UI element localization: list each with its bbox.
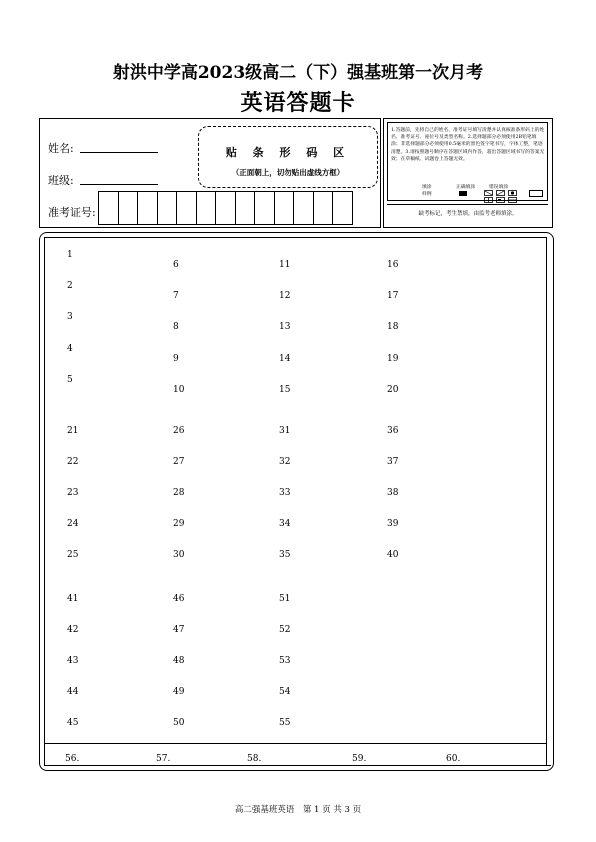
question-number: 41	[67, 594, 79, 604]
question-number: 10	[173, 385, 185, 395]
question-number: 28	[173, 488, 185, 498]
question-number: 43	[67, 656, 79, 666]
exam-number-label: 准考证号:	[48, 206, 96, 219]
question-number: 12	[279, 291, 291, 301]
exam-number-cell[interactable]	[176, 191, 197, 225]
question-number: 7	[173, 291, 179, 301]
exam-number-cell[interactable]	[313, 191, 334, 225]
question-number: 39	[387, 519, 399, 529]
class-field[interactable]	[80, 184, 158, 185]
question-number: 8	[173, 322, 179, 332]
page-footer: 高二强基班英语 第 1 页 共 3 页	[234, 805, 362, 815]
question-number: 51	[279, 594, 291, 604]
question-number: 53	[279, 656, 291, 666]
absence-mark-box	[529, 190, 543, 197]
question-number: 11	[279, 260, 291, 270]
blank-question-number: 60.	[446, 754, 461, 764]
question-number: 37	[387, 457, 399, 467]
notes-text: 1.答题前，先将自己的姓名、准考证号填写清楚并认真核准条形码上的姓名、准考证号、座位号及类型名称。2.选择题部分必须使用2B铅笔填涂；非选择题部分必须使用0.5毫米的黑色签字笔书写，字体工整，笔迹清楚。3.请按照题号顺序在答题区域内作答，超出答题区域书写的答案无效；在草稿纸、试题卷上答题无效。	[391, 128, 545, 162]
fill-blank-divider	[45, 743, 546, 744]
question-number: 16	[387, 260, 399, 270]
exam-number-cell[interactable]	[274, 191, 295, 225]
blank-answer-line[interactable]	[264, 765, 354, 766]
blank-answer-line[interactable]	[173, 765, 249, 766]
exam-number-cell[interactable]	[215, 191, 236, 225]
question-number: 48	[173, 656, 185, 666]
question-number: 9	[173, 354, 179, 364]
exam-number-grid[interactable]	[99, 191, 353, 225]
question-number: 40	[387, 550, 399, 560]
question-number: 25	[67, 550, 79, 560]
exam-title: 射洪中学高2023级高二（下）强基班第一次月考	[112, 63, 484, 83]
question-number: 32	[279, 457, 291, 467]
question-number: 50	[173, 718, 185, 728]
blank-question-number: 58.	[247, 754, 262, 764]
answer-sheet-title: 英语答题卡	[240, 90, 356, 116]
blank-answer-line[interactable]	[369, 765, 443, 766]
question-number: 23	[67, 488, 79, 498]
question-number: 30	[173, 550, 185, 560]
question-number: 22	[67, 457, 79, 467]
question-number: 45	[67, 718, 79, 728]
question-number: 34	[279, 519, 291, 529]
exam-number-cell[interactable]	[332, 191, 353, 225]
question-number: 20	[387, 385, 399, 395]
question-number: 2	[67, 281, 73, 291]
name-label: 姓名:	[48, 142, 74, 155]
blank-question-number: 59.	[352, 754, 367, 764]
notes-inner	[387, 122, 548, 201]
question-number: 24	[67, 519, 79, 529]
question-number: 49	[173, 687, 185, 697]
question-number: 19	[387, 354, 399, 364]
question-number: 38	[387, 488, 399, 498]
question-number: 47	[173, 625, 185, 635]
question-number: 21	[67, 426, 79, 436]
barcode-area-title: 贴 条 形 码 区	[225, 146, 351, 159]
exam-number-cell[interactable]	[137, 191, 158, 225]
question-number: 18	[387, 322, 399, 332]
question-number: 52	[279, 625, 291, 635]
question-number: 1	[67, 250, 73, 260]
blank-question-number: 56.	[65, 754, 80, 764]
question-number: 55	[279, 718, 291, 728]
question-number: 36	[387, 426, 399, 436]
absence-mark-note: 缺考标记，考生禁填，由监考老师填涂。	[418, 211, 518, 217]
question-number: 42	[67, 625, 79, 635]
question-number: 5	[67, 375, 73, 385]
wrong-fill-label: 错误填涂	[489, 185, 509, 190]
blank-answer-line[interactable]	[463, 765, 551, 766]
exam-number-cell[interactable]	[293, 191, 314, 225]
blank-answer-line[interactable]	[82, 765, 154, 766]
exam-number-cell[interactable]	[118, 191, 139, 225]
question-number: 27	[173, 457, 185, 467]
question-number: 3	[67, 312, 73, 322]
exam-number-cell[interactable]	[196, 191, 217, 225]
question-number: 4	[67, 344, 73, 354]
example-label: 样例	[422, 192, 432, 197]
question-number: 6	[173, 260, 179, 270]
answer-area	[44, 237, 547, 766]
question-number: 29	[173, 519, 185, 529]
notes-divider	[387, 204, 548, 205]
wrong-fill-samples	[484, 190, 518, 203]
exam-number-cell[interactable]	[157, 191, 178, 225]
barcode-area	[198, 126, 378, 188]
question-number: 35	[279, 550, 291, 560]
exam-number-cell[interactable]	[98, 191, 119, 225]
correct-fill-sample	[459, 191, 467, 196]
question-number: 54	[279, 687, 291, 697]
question-number: 15	[279, 385, 291, 395]
exam-number-cell[interactable]	[254, 191, 275, 225]
class-label: 班级:	[48, 174, 74, 187]
question-number: 13	[279, 322, 291, 332]
question-number: 44	[67, 687, 79, 697]
barcode-area-instruction: （正面朝上，切勿贴出虚线方框）	[231, 168, 345, 177]
question-number: 14	[279, 354, 291, 364]
question-number: 46	[173, 594, 185, 604]
exam-number-cell[interactable]	[235, 191, 256, 225]
question-number: 31	[279, 426, 291, 436]
question-number: 33	[279, 488, 291, 498]
fill-label: 填涂	[422, 185, 432, 190]
question-number: 26	[173, 426, 185, 436]
blank-question-number: 57.	[156, 754, 171, 764]
question-number: 17	[387, 291, 399, 301]
name-field[interactable]	[80, 152, 158, 153]
notes-box	[383, 118, 553, 228]
correct-fill-label: 正确填涂	[456, 185, 476, 190]
answer-area-outer	[39, 232, 554, 771]
student-info-box	[39, 118, 381, 228]
